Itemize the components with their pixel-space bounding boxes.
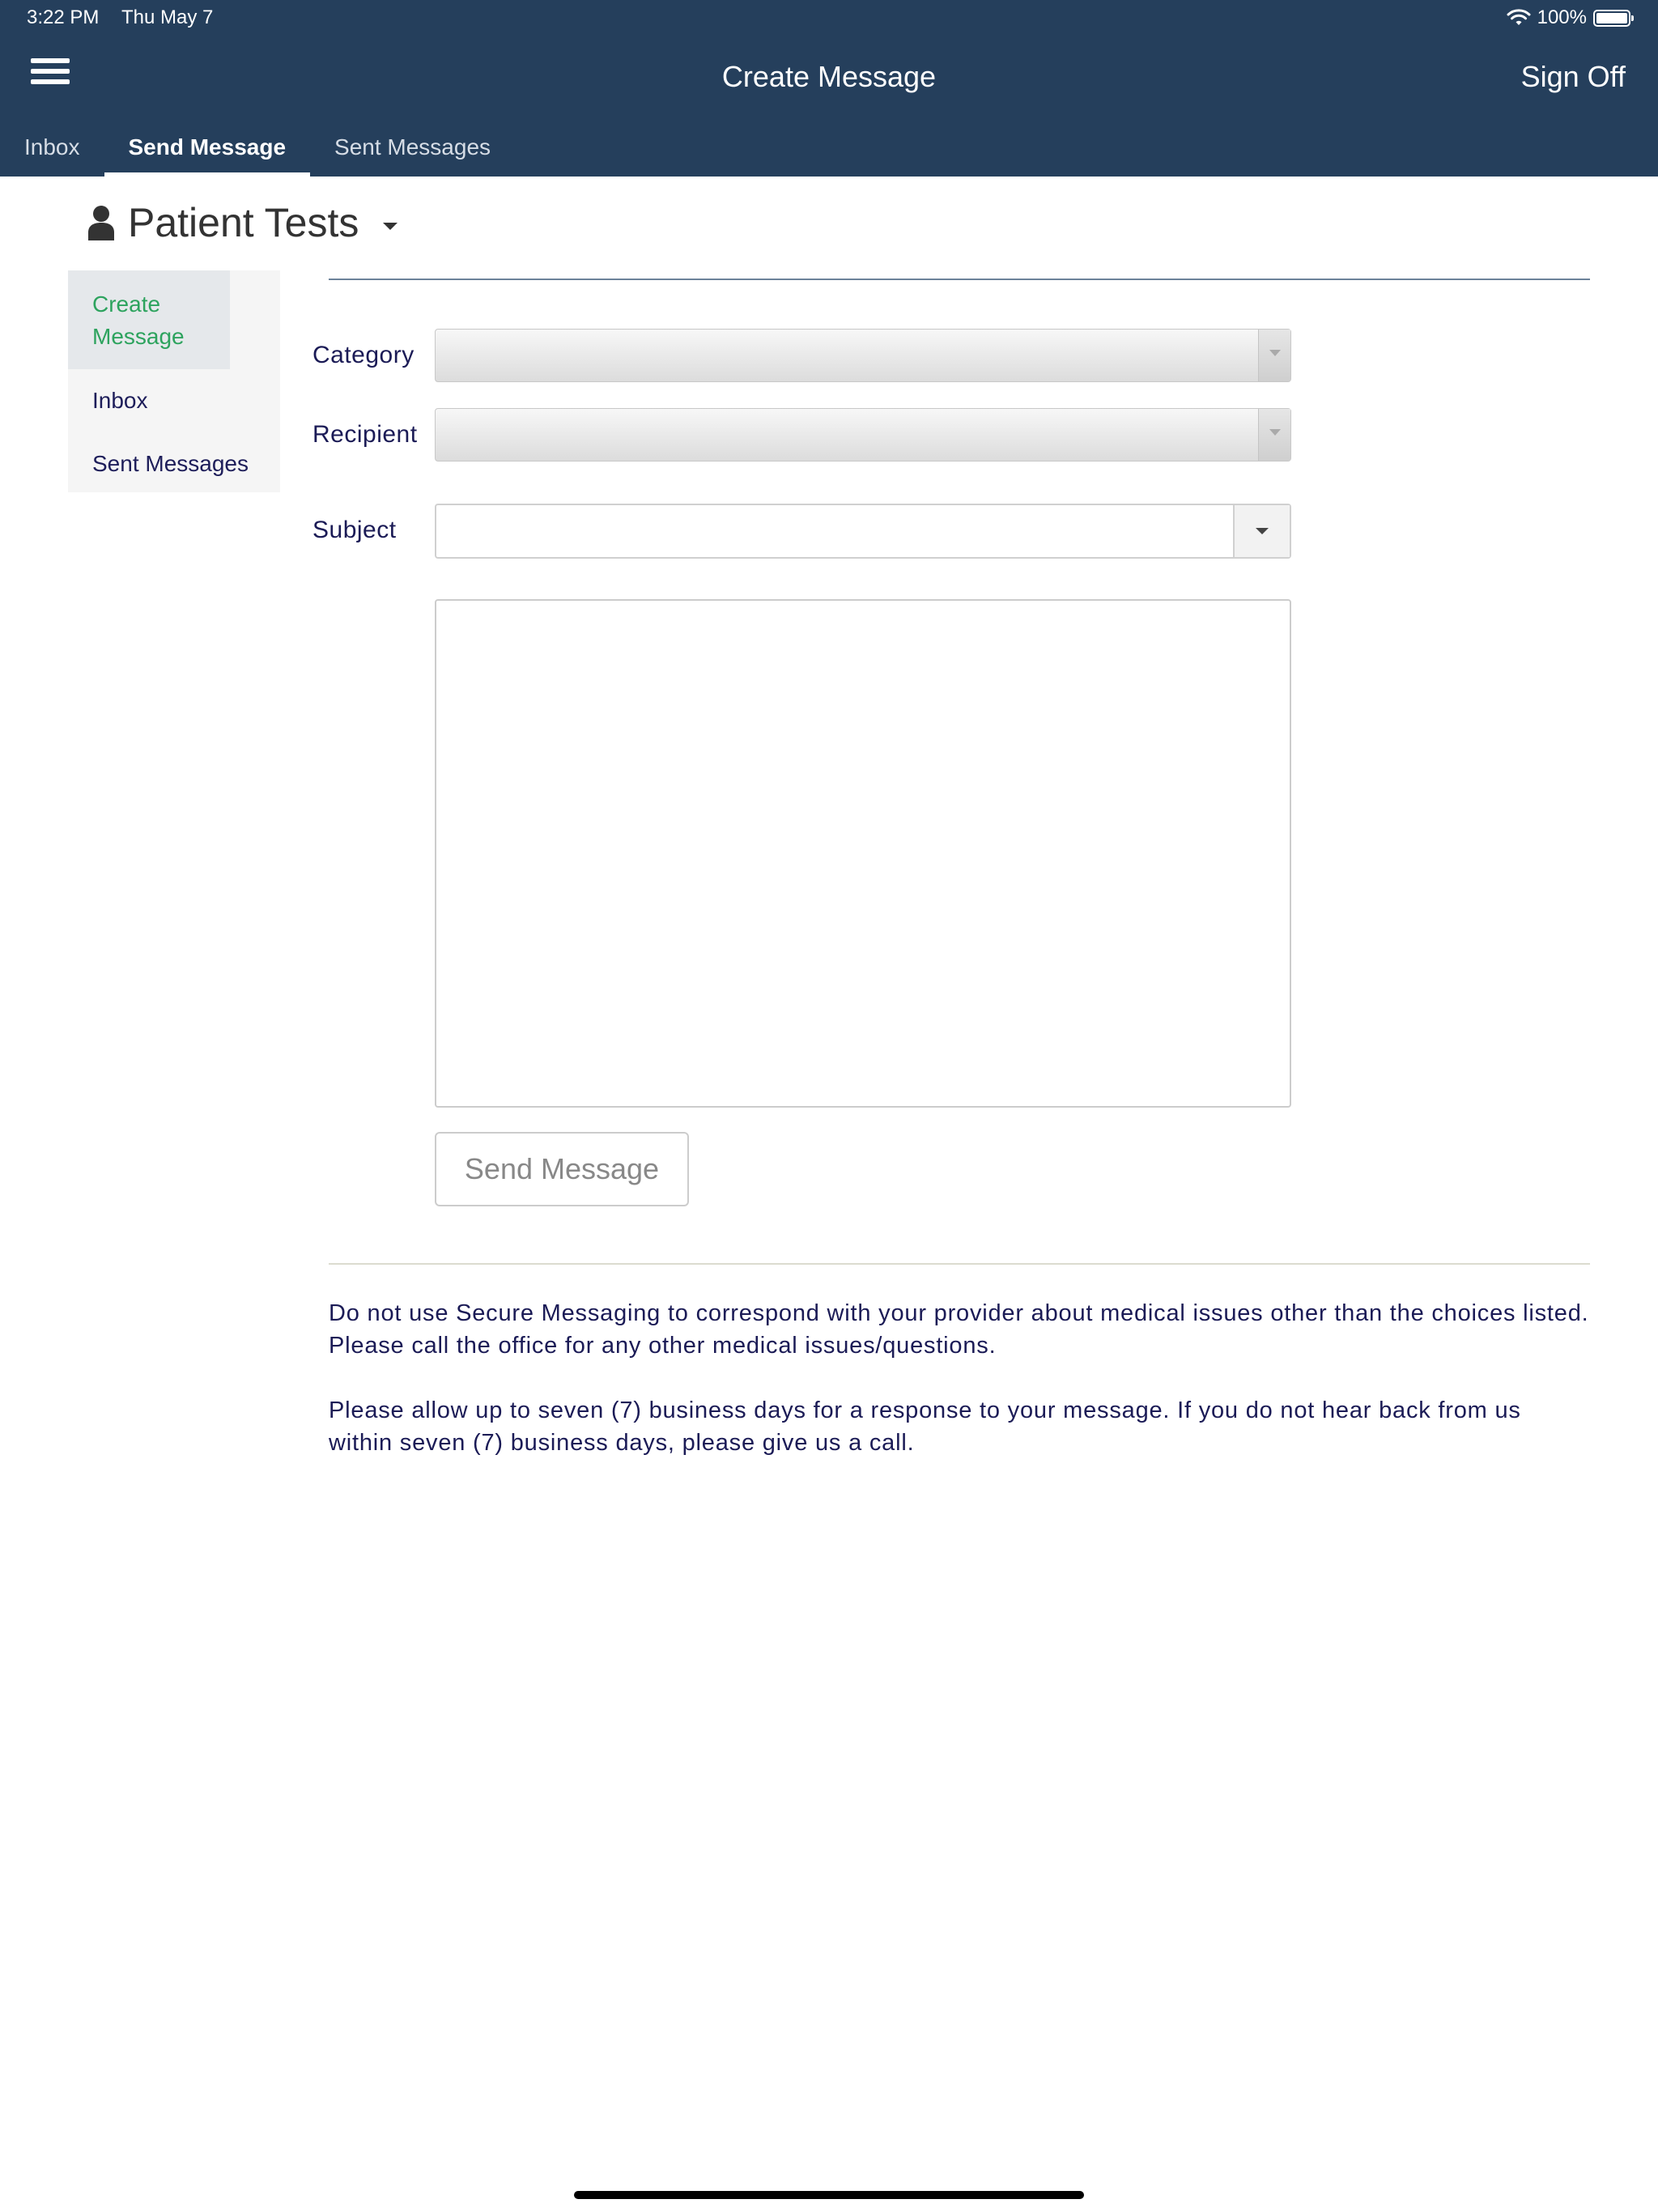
top-tabs (0, 130, 515, 177)
app-header (0, 0, 1658, 177)
divider-bottom (329, 1263, 1590, 1265)
disclaimer-text-1: Do not use Secure Messaging to correspond with your provider about medical issues other than the choices listed. Please call the office for any other medical issues/questions. (329, 1300, 1589, 1359)
status-time: 3:22 PM (27, 6, 100, 28)
disclaimer-text-2: Please allow up to seven (7) business days for a response to your message. If you do not hear back from us within seven (7) business days, please give us a call. (329, 1397, 1521, 1456)
side-nav (68, 270, 280, 492)
tab-send-message[interactable]: Send Message (104, 130, 311, 177)
recipient-label: Recipient (312, 421, 418, 448)
chevron-down-icon (1258, 409, 1290, 461)
side-item-sent-messages[interactable]: Sent Messages (92, 451, 249, 476)
battery-percent: 100% (1537, 6, 1587, 28)
status-date: Thu May 7 (121, 6, 214, 28)
category-label: Category (312, 342, 414, 368)
subject-input[interactable] (436, 505, 1233, 557)
subject-dropdown-button[interactable] (1233, 505, 1290, 557)
wifi-icon (1507, 9, 1531, 27)
subject-field (435, 504, 1291, 559)
side-item-create-message[interactable]: Create Message (68, 270, 230, 369)
caret-down-icon (1256, 528, 1269, 534)
category-select[interactable] (435, 329, 1291, 382)
message-body-textarea[interactable] (435, 599, 1291, 1108)
home-indicator (574, 2191, 1084, 2199)
patient-selector[interactable] (87, 199, 397, 246)
status-right (1507, 6, 1630, 29)
chevron-down-icon (1258, 330, 1290, 381)
sign-off-button[interactable]: Sign Off (1520, 60, 1626, 93)
side-item-inbox[interactable]: Inbox (92, 388, 148, 413)
divider-top (329, 279, 1590, 280)
caret-down-icon (383, 223, 397, 230)
recipient-select[interactable] (435, 408, 1291, 462)
user-icon (87, 205, 115, 240)
page-title: Create Message (721, 60, 937, 93)
battery-icon (1593, 10, 1630, 27)
subject-label: Subject (312, 517, 397, 543)
send-message-button[interactable]: Send Message (435, 1132, 689, 1206)
patient-name: Patient Tests (128, 200, 359, 245)
tab-sent-messages[interactable]: Sent Messages (334, 134, 491, 160)
tab-inbox[interactable]: Inbox (24, 134, 80, 160)
